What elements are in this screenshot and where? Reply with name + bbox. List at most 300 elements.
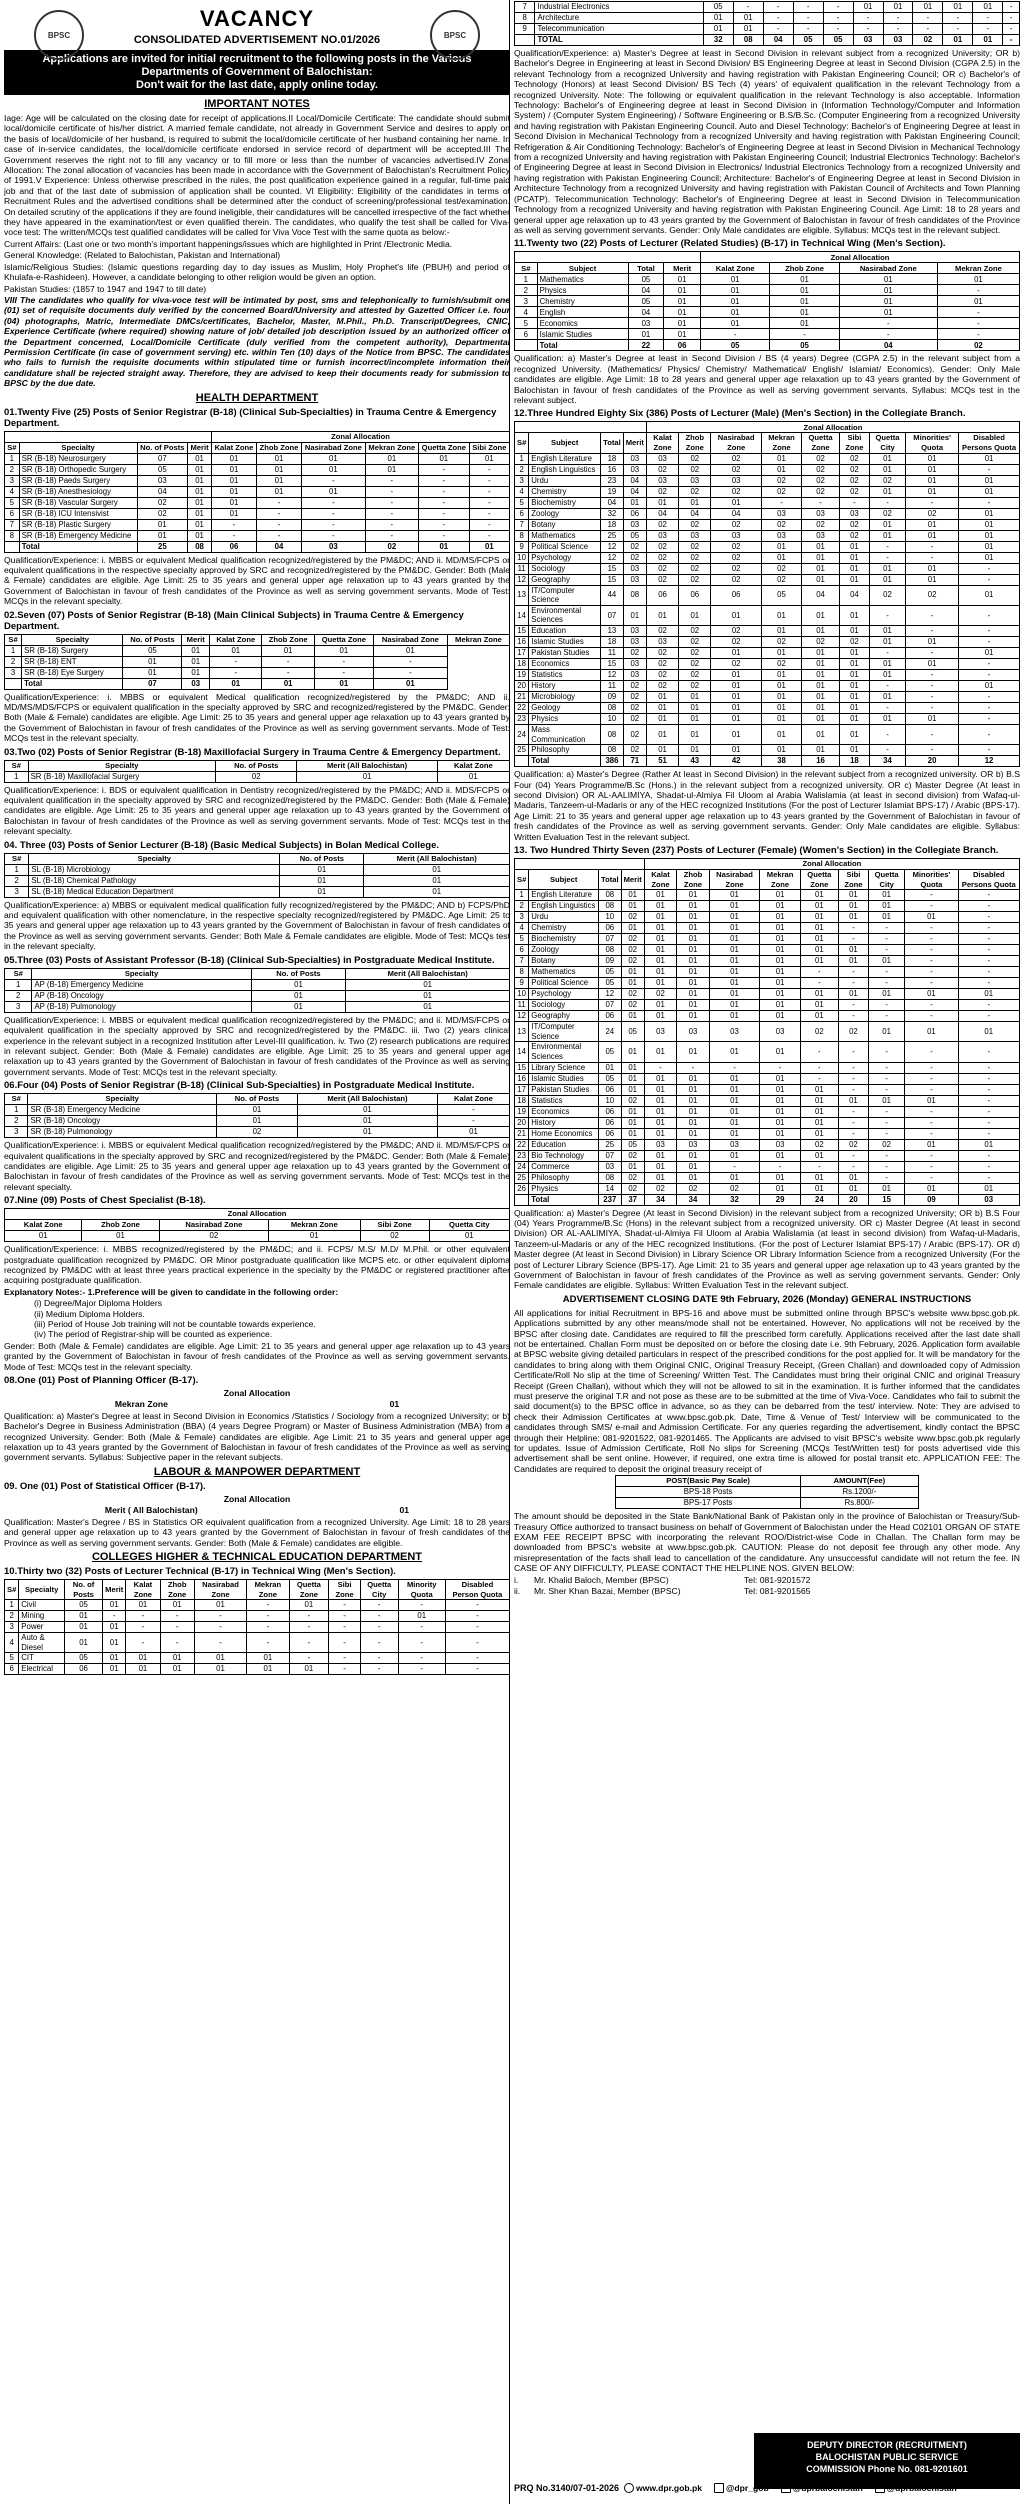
table-cell: 02 (621, 912, 644, 923)
table-cell: 01 (677, 1084, 709, 1095)
table-cell: 01 (839, 691, 869, 702)
table-cell: Mathematics (529, 530, 601, 541)
table-cell: 02 (360, 1231, 429, 1242)
table-cell: 06 (623, 508, 646, 519)
notes-islamic-studies: Islamic/Religious Studies: (Islamic questions regarding day to day issues as Muslim, Holy Prophet's life (PBUH) and period of Khulafa-e-Rashideen). However, a candidate belonging to other religion would be given an option. (4, 261, 510, 283)
table-cell: Environmental Sciences (529, 1042, 599, 1062)
table-cell: 01 (802, 647, 840, 658)
table-cell: 02 (679, 625, 711, 636)
section-8-qualification: Qualification: a) Master's Degree at least in Second Division in Economics /Statistics / Sociology from a recognized University; or b) Bachelor's Degree in Business Administration (BBA) (4 years Degree Program) or Master of Business Administration (MBA) from a recognized University. Gender: Both (Male & Female) candidates are eligible. Age Limit: 21 to 35 years and general upper age relaxation up to 43 years granted by the Government of Balochistan in favour of fresh candidates of the Province as well as serving government servants. Syllabus: Subjective paper in the relevant subjects. (4, 1410, 510, 1463)
table-cell: - (905, 945, 958, 956)
table-cell: 01 (802, 541, 840, 552)
table-cell: 01 (839, 605, 869, 625)
table-cell: 6 (5, 508, 20, 519)
footer (514, 2433, 1020, 2501)
table-header-cell: Sibi Zone (839, 433, 869, 453)
table-header-cell: Mekran Zone (937, 263, 1019, 274)
table-cell: 01 (644, 1084, 676, 1095)
table-cell: 01 (869, 1095, 905, 1106)
table-cell: - (869, 1172, 905, 1183)
table-row (5, 1622, 510, 1633)
table-cell: Islamic Studies (529, 1073, 599, 1084)
table-cell: 32 (709, 1194, 760, 1205)
table-cell: 01 (679, 605, 711, 625)
table-cell: 01 (709, 1117, 760, 1128)
table-cell: - (445, 1611, 509, 1622)
table-cell: - (677, 1062, 709, 1073)
table-cell: 01 (869, 464, 905, 475)
table-row (515, 890, 1020, 901)
table-body (515, 274, 1020, 351)
table-cell: - (469, 497, 509, 508)
facebook-text: @dprbalochistan (792, 2483, 863, 2493)
section-8-zone-head: Zonal Allocation (223, 1388, 291, 1399)
table-cell: 25 (601, 530, 624, 541)
table-cell: - (905, 1150, 958, 1161)
table-cell: - (733, 2, 763, 13)
table-cell: BPS-18 Posts (616, 1487, 801, 1498)
table-cell: 01 (839, 680, 869, 691)
table-cell: 01 (364, 864, 510, 875)
table-cell: 01 (906, 713, 959, 724)
table-header-row (5, 1579, 510, 1599)
table-cell: 02 (761, 636, 801, 647)
table-cell: 02 (711, 658, 761, 669)
th-zonal: Zonal Allocation (211, 431, 509, 442)
table-cell: 01 (800, 1172, 838, 1183)
table-cell: 20 (838, 1194, 868, 1205)
table-header-row (515, 869, 1020, 889)
table-header-cell: Merit (621, 869, 644, 889)
table-cell: - (160, 1633, 194, 1653)
contact-phone: Tel: 081-9201565 (744, 1586, 811, 1597)
table-cell: 01 (800, 1128, 838, 1139)
table-row (515, 669, 1020, 680)
table-cell: - (869, 1128, 905, 1139)
th-zonal: Zonal Allocation (644, 858, 1019, 869)
facebook-icon (781, 2483, 791, 2493)
table-cell: 12 (959, 756, 1020, 767)
table-row (515, 285, 1020, 296)
table-cell: 01 (103, 1600, 126, 1611)
table-cell: AP (B-18) Pulmonology (32, 1001, 251, 1012)
table-cell: 01 (802, 669, 840, 680)
table-cell: 02 (679, 519, 711, 530)
table-total-row (5, 541, 510, 552)
table-cell: 01 (373, 678, 447, 689)
table-cell: - (906, 745, 959, 756)
table-cell: 02 (646, 647, 678, 658)
table-cell: - (262, 656, 314, 667)
table-cell: 01 (838, 1172, 868, 1183)
table-cell: 05 (703, 2, 733, 13)
table-cell: - (853, 13, 883, 24)
table-cell: - (958, 978, 1019, 989)
deputy-phone: COMMISSION Phone No. 081-9201601 (806, 2464, 968, 2474)
table-cell: - (800, 1073, 838, 1084)
contacts-list (514, 1575, 1020, 1597)
table-cell: 11 (515, 1000, 529, 1011)
table-cell: 02 (621, 1000, 644, 1011)
table-cell: 01 (800, 923, 838, 934)
table-header-cell: S# (5, 634, 22, 645)
twitter-link[interactable] (714, 2483, 769, 2493)
table-cell: 01 (869, 486, 905, 497)
table-header-row (5, 442, 510, 453)
table-cell: 03 (623, 658, 646, 669)
table-cell: 21 (515, 1128, 529, 1139)
facebook-link[interactable] (781, 2483, 863, 2493)
table-cell: BPS-17 Posts (616, 1498, 801, 1509)
table-row (616, 1498, 919, 1509)
table-row (515, 1139, 1020, 1150)
table-cell: 8 (515, 13, 535, 24)
table-cell: 02 (711, 486, 761, 497)
table-row (515, 563, 1020, 574)
table-cell: 01 (257, 464, 302, 475)
table-cell: 08 (623, 585, 646, 605)
table-cell: - (838, 1084, 868, 1095)
table-cell: 01 (959, 680, 1020, 691)
table-cell: Total (537, 340, 628, 351)
table-cell: 01 (297, 1105, 437, 1116)
table-header-cell: S# (5, 1579, 19, 1599)
table-cell: 6 (515, 945, 529, 956)
table-cell: - (398, 1622, 445, 1633)
table-cell: 01 (839, 296, 937, 307)
health-heading: HEALTH DEPARTMENT (195, 391, 319, 404)
table-cell: - (973, 13, 1003, 24)
table-cell: 01 (869, 890, 905, 901)
table-cell: - (958, 1106, 1019, 1117)
table-cell: - (418, 508, 469, 519)
table-header-cell: Merit (188, 442, 212, 453)
table-cell: 08 (601, 724, 624, 744)
table-cell: 01 (959, 453, 1020, 464)
section-1-qualification: Qualification/Experience: i. MBBS or equivalent Medical qualification recognized/registered by the PM&DC; AND ii. MD/MS/FCPS or equivalent qualifications in the respective specialty approved by SRC and recognized/registered by the PM&DC. Gender: Both (Male & Female) candidates are eligible. Age Limit: 25 to 35 years and general upper age relaxation up to 43 years granted by the Government of Balochistan in favour of fresh candidates of the Province as well as serving government servants. Mode of Test: MCQs in the relevant specialty. (4, 554, 510, 607)
table-total-row (5, 678, 510, 689)
table-cell: 3 (5, 475, 20, 486)
table-cell: 01 (760, 1172, 801, 1183)
table-cell: - (869, 945, 905, 956)
table-cell: 01 (838, 1095, 868, 1106)
section-6-qualification: Qualification/Experience: i. MBBS or equivalent Medical qualification recognized/registered by the PM&DC; AND ii. MD/MS/FCPS or equivalent qualifications in the specialty approved by SRC and recognized/registered by the PM&DC. Gender: Both (Male & Female) candidates are eligible. Age Limit: 25 to 35 years and general upper age relaxation up to 43 years granted by the Government of Balochistan in favour of fresh candidates of the Province as well as serving government servants. Mode of Test: MCQs test in the relevant specialty. (4, 1140, 510, 1192)
deputy-title: DEPUTY DIRECTOR (RECRUITMENT) (807, 2440, 967, 2450)
section-8-value: 01 (389, 1399, 400, 1410)
table-cell: 01 (709, 1042, 760, 1062)
table-row (5, 990, 510, 1001)
table-row (515, 329, 1020, 340)
table-cell: 4 (515, 307, 538, 318)
table-header-cell: Specialty (28, 1094, 216, 1105)
notes-viii: VIII The candidates who qualify for viva-voce test will be intimated by post, sms and telephonically to furnish/submit one (01) set of requisite documents duly verified by the concerned Board/University and attested by Gazetted Officer i.e. four (04) photographs, Matric, Intermediate DMCs/certificates, Bachelor, Master, M.Phil., Ph.D. Transcript/Degrees, CNIC, Experience Certificate (where required) showing nature of job/ detailed job description issued by an authorized officer of the Department concerned, Local/Domicile Certificate (duly verified from the competent authority), Departmental Permission Certificate (in case of government serving) etc. within Ten (10) days of the Notice from BPSC. The candidates who fails to furnish the requisite documents within stipulated time or furnish incorrect/incomplete information their candidature shall be rejected straight away. Therefore, they are advised to keep their documents ready for submission to BPSC by the due date. (4, 294, 510, 389)
table-cell: 02 (679, 680, 711, 691)
table-cell: 23 (601, 475, 624, 486)
table-cell: 01 (709, 978, 760, 989)
table-cell: 01 (958, 989, 1019, 1000)
table-cell: 01 (709, 934, 760, 945)
table-cell: 01 (943, 2, 973, 13)
table-cell: 02 (623, 552, 646, 563)
table-cell: 2 (515, 464, 529, 475)
table-cell: - (823, 2, 853, 13)
table-cell: AP (B-18) Emergency Medicine (32, 979, 251, 990)
table-row (5, 1600, 510, 1611)
table-cell: 01 (800, 1095, 838, 1106)
table-cell: Mass Communication (529, 724, 601, 744)
table-cell: 01 (621, 978, 644, 989)
web-link[interactable] (624, 2483, 702, 2493)
table-row (515, 680, 1020, 691)
table-cell: - (838, 1000, 868, 1011)
table-header-cell: No. of Posts (280, 853, 364, 864)
section-7-notes-head: Explanatory Notes:- 1.Preference will be given to candidate in the following order: (4, 1286, 339, 1297)
table-cell: 01 (905, 989, 958, 1000)
table-cell: - (958, 1011, 1019, 1022)
table-cell: 01 (188, 464, 212, 475)
table-cell: Pakistan Studies (529, 647, 601, 658)
table-cell: 03 (646, 453, 678, 464)
table-cell: 01 (802, 563, 840, 574)
table-cell: 24 (515, 724, 529, 744)
table-cell: - (958, 967, 1019, 978)
table-cell: 01 (188, 486, 212, 497)
table-header-cell: Nasirabad Zone (302, 442, 366, 453)
table-cell: 01 (621, 1161, 644, 1172)
table-cell: 03 (182, 678, 210, 689)
table-cell: - (869, 1062, 905, 1073)
notes-pakistan-studies: Pakistan Studies: (1857 to 1947 and 1947 to till date) (4, 283, 207, 294)
table-cell: Auto & Diesel (19, 1633, 65, 1653)
th-blank (5, 431, 212, 442)
table-cell: 01 (869, 636, 905, 647)
table-cell: 01 (869, 1183, 905, 1194)
table-cell: 01 (64, 1622, 102, 1633)
table-cell: Botany (529, 956, 599, 967)
table-cell: 01 (906, 486, 959, 497)
table-row (5, 1664, 510, 1675)
table-cell: 01 (664, 318, 701, 329)
table-cell: 01 (644, 1150, 676, 1161)
table-cell: 01 (711, 605, 761, 625)
table-cell: Pakistan Studies (529, 1084, 599, 1095)
table-cell: - (959, 658, 1020, 669)
table-cell: 01 (679, 497, 711, 508)
twitter-text: @dpr_gob (726, 2483, 769, 2493)
table-row (515, 605, 1020, 625)
table-cell (5, 541, 20, 552)
table-cell: 01 (906, 636, 959, 647)
table-header-cell: Kalat Zone (5, 1220, 82, 1231)
table-cell: 08 (599, 890, 622, 901)
table-cell: 02 (839, 475, 869, 486)
table-cell: 01 (700, 285, 769, 296)
table-header-cell: Minority Quota (398, 1579, 445, 1599)
youtube-link[interactable] (875, 2483, 957, 2493)
contact-text: i. (514, 1574, 519, 1585)
table-cell: - (469, 475, 509, 486)
table-cell: 12 (599, 989, 622, 1000)
table-cell: SL (B-18) Medical Education Department (29, 886, 280, 897)
table-cell: 08 (601, 745, 624, 756)
table-cell: - (262, 667, 314, 678)
table-cell: - (839, 497, 869, 508)
table-cell: 01 (709, 1073, 760, 1084)
table-cell: 03 (679, 530, 711, 541)
table-body (5, 1105, 510, 1138)
table-cell: 01 (800, 1011, 838, 1022)
table-cell: - (958, 956, 1019, 967)
table-cell: 01 (869, 691, 905, 702)
table-cell: 01 (280, 875, 364, 886)
table-cell: 01 (644, 890, 676, 901)
table-cell: 01 (802, 605, 840, 625)
table-cell: - (823, 13, 853, 24)
table-cell: 01 (182, 667, 210, 678)
table-cell: 20 (906, 756, 959, 767)
table-cell: - (838, 1106, 868, 1117)
table-cell: - (126, 1622, 160, 1633)
table-cell: 01 (346, 990, 510, 1001)
table-header-cell: Merit (182, 634, 210, 645)
table-row (5, 464, 510, 475)
th-blank (515, 858, 645, 869)
table-cell: 01 (869, 625, 905, 636)
table-row (515, 552, 1020, 563)
table-cell: - (905, 1172, 958, 1183)
table-header-cell: Sibi Zone (360, 1220, 429, 1231)
table-cell: 6 (5, 1664, 19, 1675)
table-cell: 01 (621, 1084, 644, 1095)
table-cell: Telecommunication (535, 24, 703, 35)
table-cell: 01 (188, 475, 212, 486)
table-cell: 01 (761, 647, 801, 658)
table-row (5, 1611, 510, 1622)
table-cell: 06 (599, 1117, 622, 1128)
table-cell: 02 (623, 541, 646, 552)
table-cell: 02 (839, 530, 869, 541)
table-row (515, 318, 1020, 329)
table-cell: - (793, 2, 823, 13)
table-cell: 02 (761, 658, 801, 669)
table-cell: - (1003, 2, 1020, 13)
twitter-icon (714, 2483, 724, 2493)
table-cell: 01 (959, 508, 1020, 519)
notes-text: Iage: Age will be calculated on the closing date for receipt of applications.II Local/Domicile Certificate: The candidate should submit local/domicile certificate of his/her district. A married female candidate, not already in Government Service and desires to apply on the basis of local/domicile of her husband, is required to submit the local/domicile certificate of her husband containing her name. In case of in-service candidates, the local/domicile certificate endorsed in service record of department will be accepted.III The Government reserves the right not to fill any vacancy or to fill more or less than the number of vacancies advertised.IV Zonal Allocation: The zonal allocation of vacancies has been made in accordance with the Government of Balochistan's Recruitment Policy of 1991.V Experience: Unless otherwise prescribed in the rules, the post qualification experience gained in a regular, full-time paid job and that of the last date of submission of application shall be counted. VI Eligibility: Eligibility of the candidates in terms of Recruitment Rules and the advertised conditions shall be determined after the conduct of screening/professional test/examination. On detailed scrutiny of the applications if they are found ineligible, their candidatures will be cancelled irrespective of the fact whether they have appeared in the examination/test or even qualified therein. The candidates, who qualify the test shall be called for Viva-voce test: The written/MCQs test qualified candidates will be called for Viva Voce Test with the same quota as below:- (4, 113, 510, 238)
table-cell: 8 (5, 530, 20, 541)
table-cell: 5 (5, 497, 20, 508)
table-cell: 01 (297, 1127, 437, 1138)
table-cell: 01 (64, 1611, 102, 1622)
table-cell: 02 (802, 636, 840, 647)
table-body (5, 979, 510, 1012)
table-cell: 05 (599, 1073, 622, 1084)
table-header-cell: No. of Posts (216, 760, 297, 771)
labour-heading: LABOUR & MANPOWER DEPARTMENT (153, 1465, 361, 1478)
note-item: (i) Degree/Major Diploma Holders (34, 1298, 162, 1309)
table-cell: 17 (515, 647, 529, 658)
table-cell: 02 (646, 563, 678, 574)
table-cell: 01 (194, 1664, 246, 1675)
table-cell: 01 (211, 497, 256, 508)
table-header-row (5, 853, 510, 864)
table-cell: 03 (761, 508, 801, 519)
table-cell: 01 (703, 24, 733, 35)
table-cell: - (793, 24, 823, 35)
table-cell: 02 (646, 680, 678, 691)
table-cell: - (700, 329, 769, 340)
table-cell: 01 (621, 967, 644, 978)
table-cell: 34 (869, 756, 905, 767)
table-cell: 14 (599, 1183, 622, 1194)
table-cell: 01 (839, 274, 937, 285)
section-5-qualification: Qualification/Experience: i. MBBS or equivalent medical qualification recognized/registered by the PM&DC; and ii. MD/MS/FCPS or equivalent qualification in the specialty approved by SRC and recognized/registered by the PM&DC. iii. Two (2) years clinical experience in the relevant subject in a recognized Institution after Level-III qualification. iv. Two (2) research publications are required in relevant subject. Gender: Both (Male & Female) candidates are eligible. Age Limit: 25 to 35 years and general upper age relaxation up to 43 years granted by the Government of Balochistan in favour of fresh candidates of the Province as well as serving government servants. Mode of Test: MCQs test in the relevant specialty. (4, 1014, 510, 1077)
table-cell: Electrical (19, 1664, 65, 1675)
table-cell: - (800, 978, 838, 989)
table-section-13 (514, 858, 1020, 1206)
table-cell: 01 (677, 890, 709, 901)
table-cell: Commerce (529, 1161, 599, 1172)
table-row (515, 1161, 1020, 1172)
table-row (515, 967, 1020, 978)
table-cell: 02 (677, 1183, 709, 1194)
table-cell: 04 (137, 486, 188, 497)
table-cell: 01 (251, 979, 346, 990)
section-7-notes (34, 1298, 510, 1340)
table-row (515, 1000, 1020, 1011)
table-cell: 01 (709, 1128, 760, 1139)
table-cell: 01 (182, 645, 210, 656)
table-header-cell: Mekran Zone (447, 634, 509, 645)
table-cell: Mathematics (529, 967, 599, 978)
table-cell: English Linguistics (529, 464, 601, 475)
table-cell: 01 (700, 296, 769, 307)
table-header-cell: Nasirabad Zone (839, 263, 937, 274)
table-cell: - (838, 1128, 868, 1139)
general-instructions: All applications for initial Recruitment in BPS-16 and above must be submitted online through BPSC's website www.bpsc.gob.pk. Applications submitted by any other means/mode shall not be entertained. However, No applications will not be received by the BPSC after closing date. Candidates are required to fill the prescribed form carefully. Applications received after the last date shall not be entertained. Challan Form must be deposited on or before the closing date i.e. 9th February, 2026. Application form available at BPSC website giving detailed particulars in respect of the prescribed conditions for the post applied for. It will be mandatory for the candidates to bring along with them Original CNIC, Original Treasury Receipt, (Green Challan) and downloaded copy of Admission Certificate/Roll No slip at the time of Screening/ Written Test. The Candidates must bring their original CNIC and original Treasury Receipt (Green Challan), without which they will not be allowed to sit in the examination. It is further informed that the candidates must preserve the original T.R and not pose as these are to be submitted at the time of Viva-Voce. Candidates who fail to submit the said document(s) to the BPSC office in advance, so as they can be debarred from the test/ interview. Note: They are advised to check their Admission Certificates at www.bpsc.gob.pk. Date, Time & Venue of Test/ Interview will be communicated to the candidates through SMS/ e-mail and Admission Certificate. For any queries regarding the advertisement, kindly contact the BPSC through their Helpline: 081-9201522, 081-9201465. The Applicants are advised to visit BPSC's website www.bpsc.gob.pk regularly for updates. Issue of Admission Certificate, Roll No slips for Screening (MCQs Test/Written test) for posts advertised vide this advertisement shall be sent online. However, if required, one extra time is allowed for postal transit etc. APPLICATION FEE: The Candidates are required to deposit the original treasury receipt of (514, 1307, 1020, 1474)
table-cell: - (905, 1161, 958, 1172)
table-cell: 02 (623, 647, 646, 658)
table-cell: 02 (623, 745, 646, 756)
table-cell: 4 (515, 923, 529, 934)
table-cell: 01 (623, 497, 646, 508)
table-header-cell: No. of Posts (216, 1094, 297, 1105)
table-cell: 01 (469, 453, 509, 464)
table-cell: 15 (515, 1062, 529, 1073)
table-cell: 01 (802, 552, 840, 563)
table-header-cell: Mekran Zone (761, 433, 801, 453)
table-cell: 44 (601, 585, 624, 605)
header (4, 6, 510, 95)
note-item: (iv) The period of Registrar-ship will be counted as experience. (34, 1329, 273, 1340)
table-header-cell: Specialty (19, 1579, 65, 1599)
table-cell: 01 (677, 1042, 709, 1062)
table-cell: - (418, 530, 469, 541)
table-cell: 01 (364, 886, 510, 897)
table-cell: - (1003, 13, 1020, 24)
table-cell: 01 (905, 1022, 958, 1042)
table-cell: 01 (677, 1073, 709, 1084)
table-cell: 01 (802, 625, 840, 636)
table-cell: 01 (126, 1653, 160, 1664)
table-cell: - (959, 605, 1020, 625)
contact-phone: Tel: 081-9201572 (744, 1574, 811, 1585)
table-cell: 11 (601, 647, 624, 658)
table-cell: Total (529, 756, 601, 767)
table-cell: 01 (262, 678, 314, 689)
table-cell: 01 (709, 1106, 760, 1117)
table-cell: 01 (302, 453, 366, 464)
